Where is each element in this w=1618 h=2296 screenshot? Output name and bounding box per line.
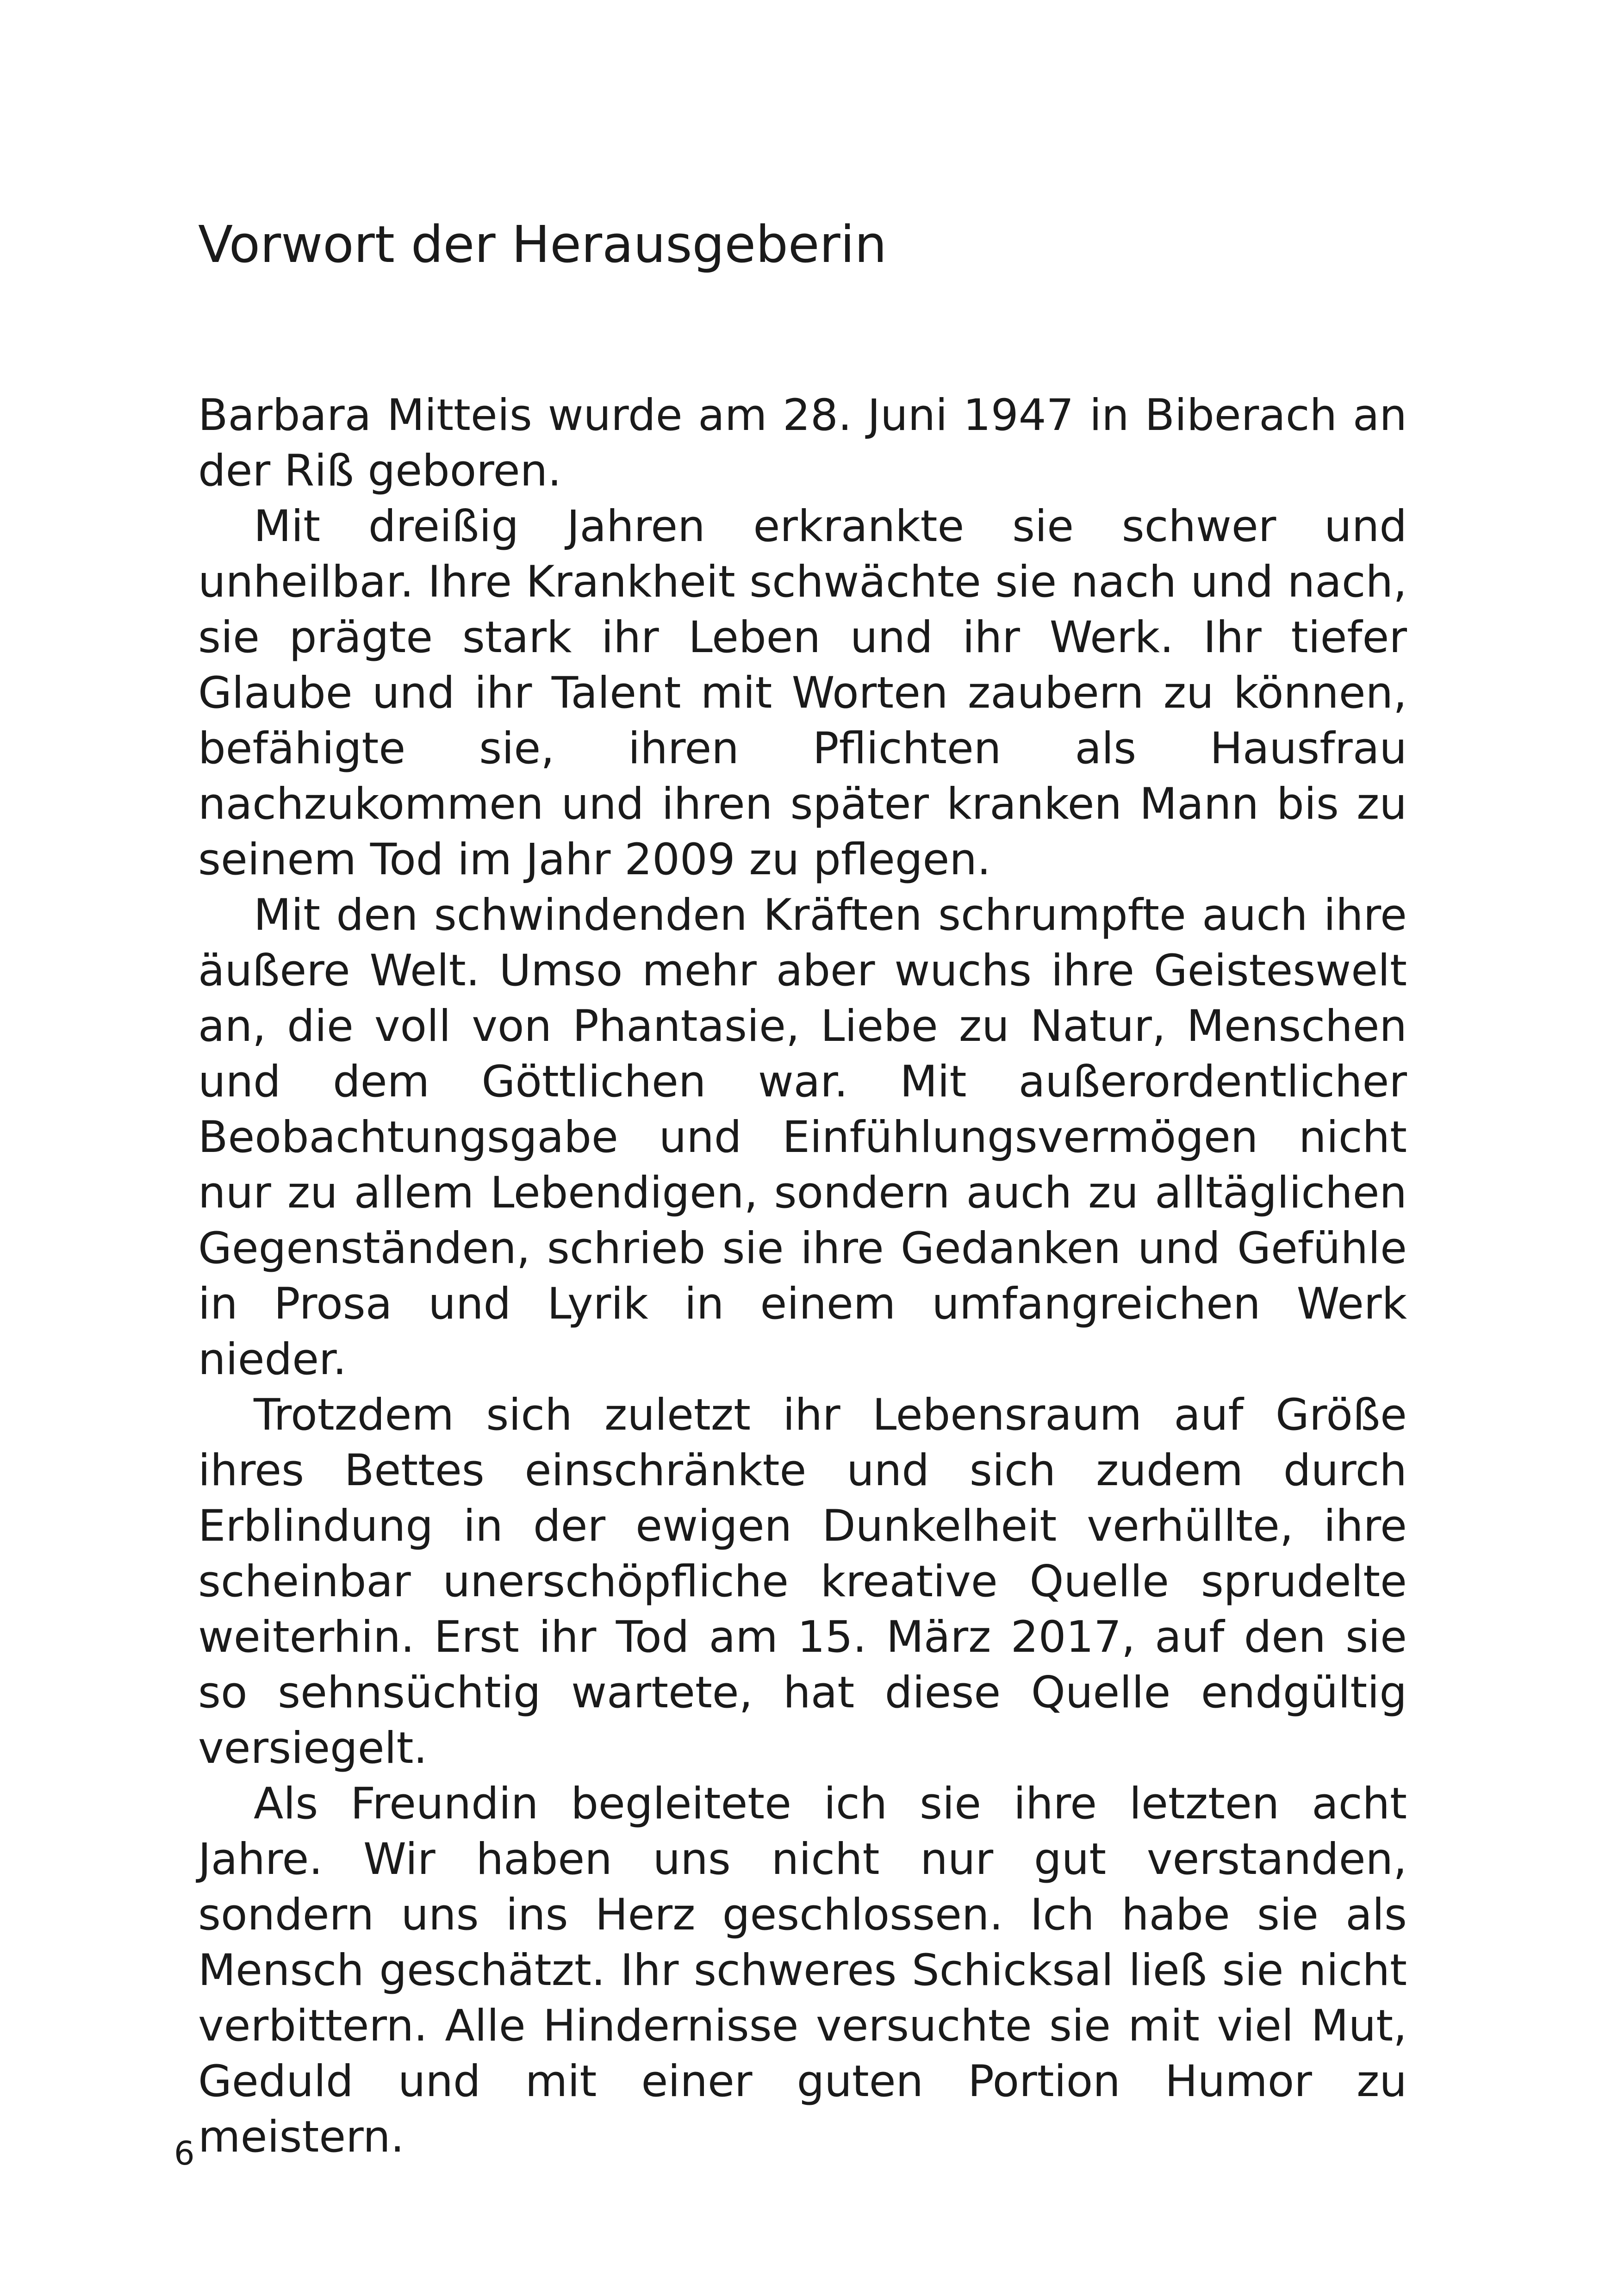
page-number: 6 <box>174 2134 195 2172</box>
paragraph-birth: Barbara Mitteis wurde am 28. Juni 1947 in Biberach an der Riß geboren. <box>198 390 1407 496</box>
chapter-title: Vorwort der Herausgeberin <box>198 215 887 274</box>
paragraph-friendship: Als Freundin begleitete ich sie ihre letzten acht Jahre. Wir haben uns nicht nur gut verstanden, sondern uns ins Herz geschlossen. Ich habe sie als Mensch geschätzt. Ihr schweres Schicksal ließ sie nicht verbittern. Alle Hindernisse versuchte sie mit viel Mut, Geduld und mit einer guten Portion Humor zu meistern. <box>198 1779 1407 2162</box>
paragraph-inner-world: Mit den schwindenden Kräften schrumpfte auch ihre äußere Welt. Umso mehr aber wuchs ihre Geisteswelt an, die voll von Phantasie, Liebe zu Natur, Menschen und dem Göttlichen war. Mit außerordentlicher Beobachtungsgabe und Einfühlungsvermögen nicht nur zu allem Lebendigen, sondern auch zu alltäglichen Gegenständen, schrieb sie ihre Gedanken und Gefühle in Prosa und Lyrik in einem umfangreichen Werk nieder. <box>198 890 1407 1385</box>
body-text <box>198 388 1407 2165</box>
paragraph-illness: Mit dreißig Jahren erkrankte sie schwer und unheilbar. Ihre Krankheit schwächte sie nach und nach, sie prägte stark ihr Leben und ihr Werk. Ihr tiefer Glaube und ihr Talent mit Worten zaubern zu können, befähigte sie, ihren Pflichten als Hausfrau nachzukommen und ihren später kranken Mann bis zu seinem Tod im Jahr 2009 zu pflegen. <box>198 501 1407 885</box>
paragraph-last-years: Trotzdem sich zuletzt ihr Lebensraum auf Größe ihres Bettes einschränkte und sich zudem durch Erblindung in der ewigen Dunkelheit verhüllte, ihre scheinbar unerschöpfliche kreative Quelle sprudelte weiterhin. Erst ihr Tod am 15. März 2017, auf den sie so sehnsüchtig wartete, hat diese Quelle endgültig versiegelt. <box>198 1390 1407 1773</box>
